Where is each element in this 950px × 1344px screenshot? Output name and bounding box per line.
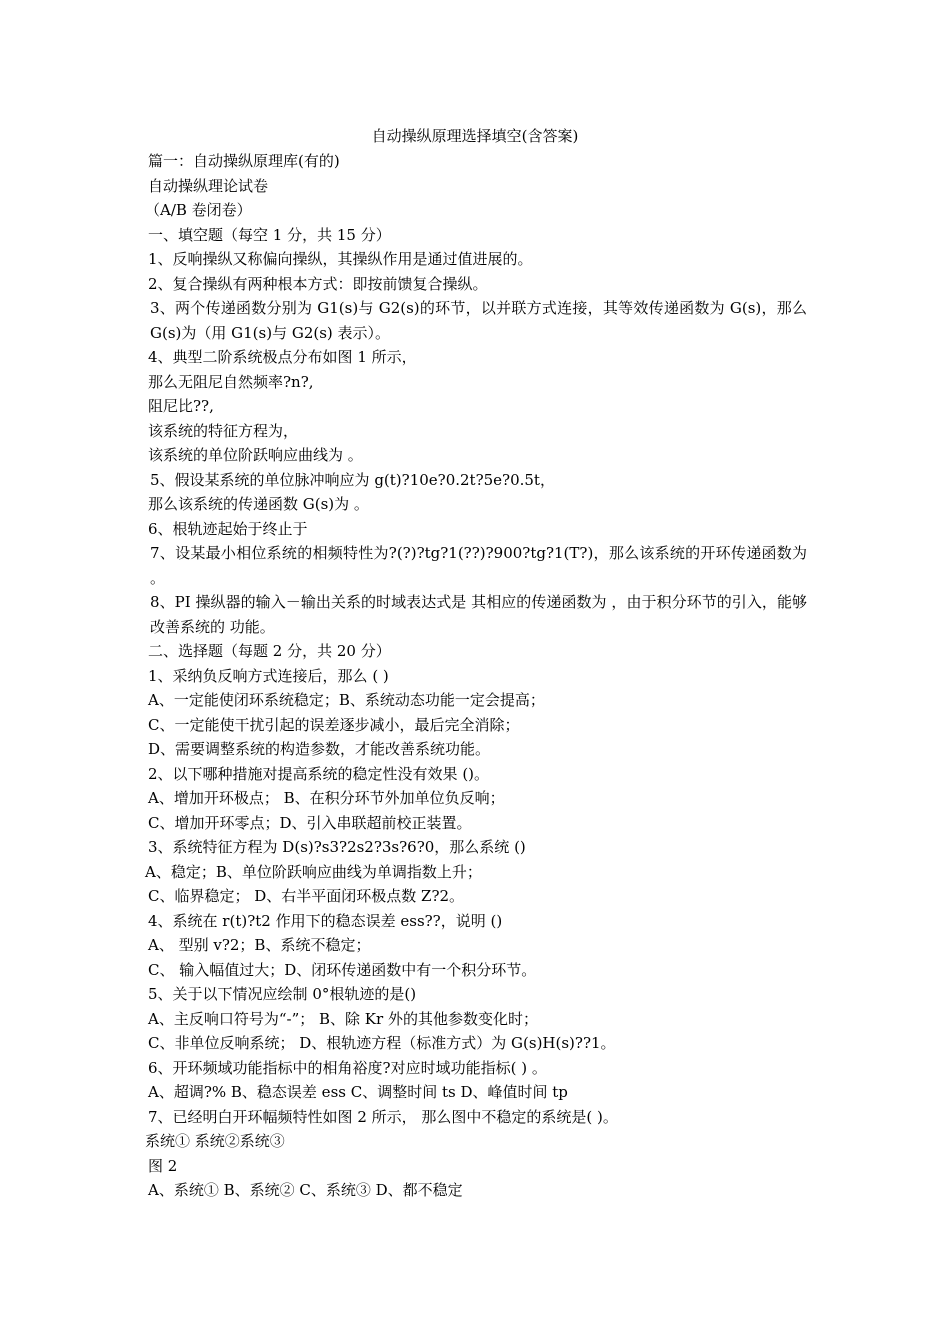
option-line: C、一定能使干扰引起的误差逐步减小，最后完全消除； (148, 715, 520, 734)
option-line: A、 型别 v?2；B、系统不稳定； (148, 936, 371, 954)
paper-title: 自动操纵理论试卷 (148, 176, 269, 195)
option-line: D、需要调整系统的构造参数，才能改善系统功能。 (148, 740, 491, 758)
option-line: A、超调?% B、稳态误差 ess C、调整时间 ts D、峰值时间 tp (148, 1083, 568, 1101)
paper-type: （A/B 卷闭卷） (145, 201, 252, 219)
question-line: 1、采纳负反响方式连接后，那么 ( ) (148, 666, 389, 685)
question-line: 该系统的特征方程为， (148, 421, 299, 440)
question-paragraph: 7、设某最小相位系统的相频特性为?(?)?tg?1(??)?900?tg?1(T?)，那么该系统的开环传递函数为 。 (150, 544, 807, 587)
option-line: C、 输入幅值过大；D、闭环传递函数中有一个积分环节。 (148, 960, 537, 979)
option-line: C、增加开环零点；D、引入串联超前校正装置。 (148, 813, 472, 832)
option-line: A、一定能使闭环系统稳定；B、系统动态功能一定会提高； (148, 691, 545, 709)
question-line: 5、关于以下情况应绘制 0°根轨迹的是() (148, 985, 417, 1003)
section-heading: 篇一：自动操纵原理库(有的) (148, 152, 340, 170)
question-line: 阻尼比??, (148, 397, 214, 415)
question-line: 3、系统特征方程为 D(s)?s3?2s2?3s?6?0，那么系统 () (148, 838, 526, 856)
question-line: 6、开环频域功能指标中的相角裕度?对应时域功能指标( ) 。 (148, 1058, 547, 1077)
question-paragraph: 8、PI 操纵器的输入－输出关系的时域表达式是 其相应的传递函数为 ，由于积分环节的引入，能够改善系统的 功能。 (150, 593, 807, 636)
question-line: 那么该系统的传递函数 G(s)为 。 (148, 495, 369, 513)
option-line: A、稳定；B、单位阶跃响应曲线为单调指数上升； (145, 862, 482, 881)
question-line: 4、典型二阶系统极点分布如图 1 所示， (148, 348, 417, 366)
figure-label: 图 2 (148, 1156, 178, 1175)
question-line: 7、已经明白开环幅频特性如图 2 所示， 那么图中不稳定的系统是( )。 (148, 1107, 618, 1126)
question-line: 1、反响操纵又称偏向操纵，其操纵作用是通过值进展的。 (148, 250, 533, 268)
document-body (145, 149, 807, 1203)
question-line: 2、以下哪种措施对提高系统的稳定性没有效果 ()。 (148, 764, 490, 783)
part-heading-fill: 一、填空题（每空 1 分，共 15 分） (148, 225, 391, 244)
question-line: 那么无阻尼自然频率?n?, (148, 372, 314, 391)
question-line: 5、假设某系统的单位脉冲响应为 g(t)?10e?0.2t?5e?0.5t， (150, 470, 555, 489)
question-line: 4、系统在 r(t)?t2 作用下的稳态误差 ess??，说明 () (148, 911, 503, 930)
question-line: 2、复合操纵有两种根本方式：即按前馈复合操纵。 (148, 274, 488, 293)
option-line: C、临界稳定； D、右半平面闭环极点数 Z?2。 (148, 887, 465, 905)
question-line: 该系统的单位阶跃响应曲线为 。 (148, 446, 363, 464)
question-paragraph: 3、两个传递函数分别为 G1(s)与 G2(s)的环节，以并联方式连接，其等效传递函数为 G(s)，那么 G(s)为（用 G1(s)与 G2(s) 表示）。 (150, 299, 807, 342)
figure-caption-line: 系统① 系统②系统③ (145, 1132, 285, 1150)
option-line: A、增加开环极点； B、在积分环节外加单位负反响； (148, 789, 505, 807)
option-line: C、非单位反响系统； D、根轨迹方程（标准方式）为 G(s)H(s)??1。 (148, 1034, 616, 1052)
part-heading-choice: 二、选择题（每题 2 分，共 20 分） (148, 642, 391, 660)
option-line: A、系统① B、系统② C、系统③ D、都不稳定 (148, 1181, 463, 1199)
document-title: 自动操纵原理选择填空(含答案) (371, 127, 579, 145)
question-line: 6、根轨迹起始于终止于 (148, 519, 308, 538)
option-line: A、主反响口符号为“-”； B、除 Kr 外的其他参数变化时； (148, 1009, 538, 1028)
